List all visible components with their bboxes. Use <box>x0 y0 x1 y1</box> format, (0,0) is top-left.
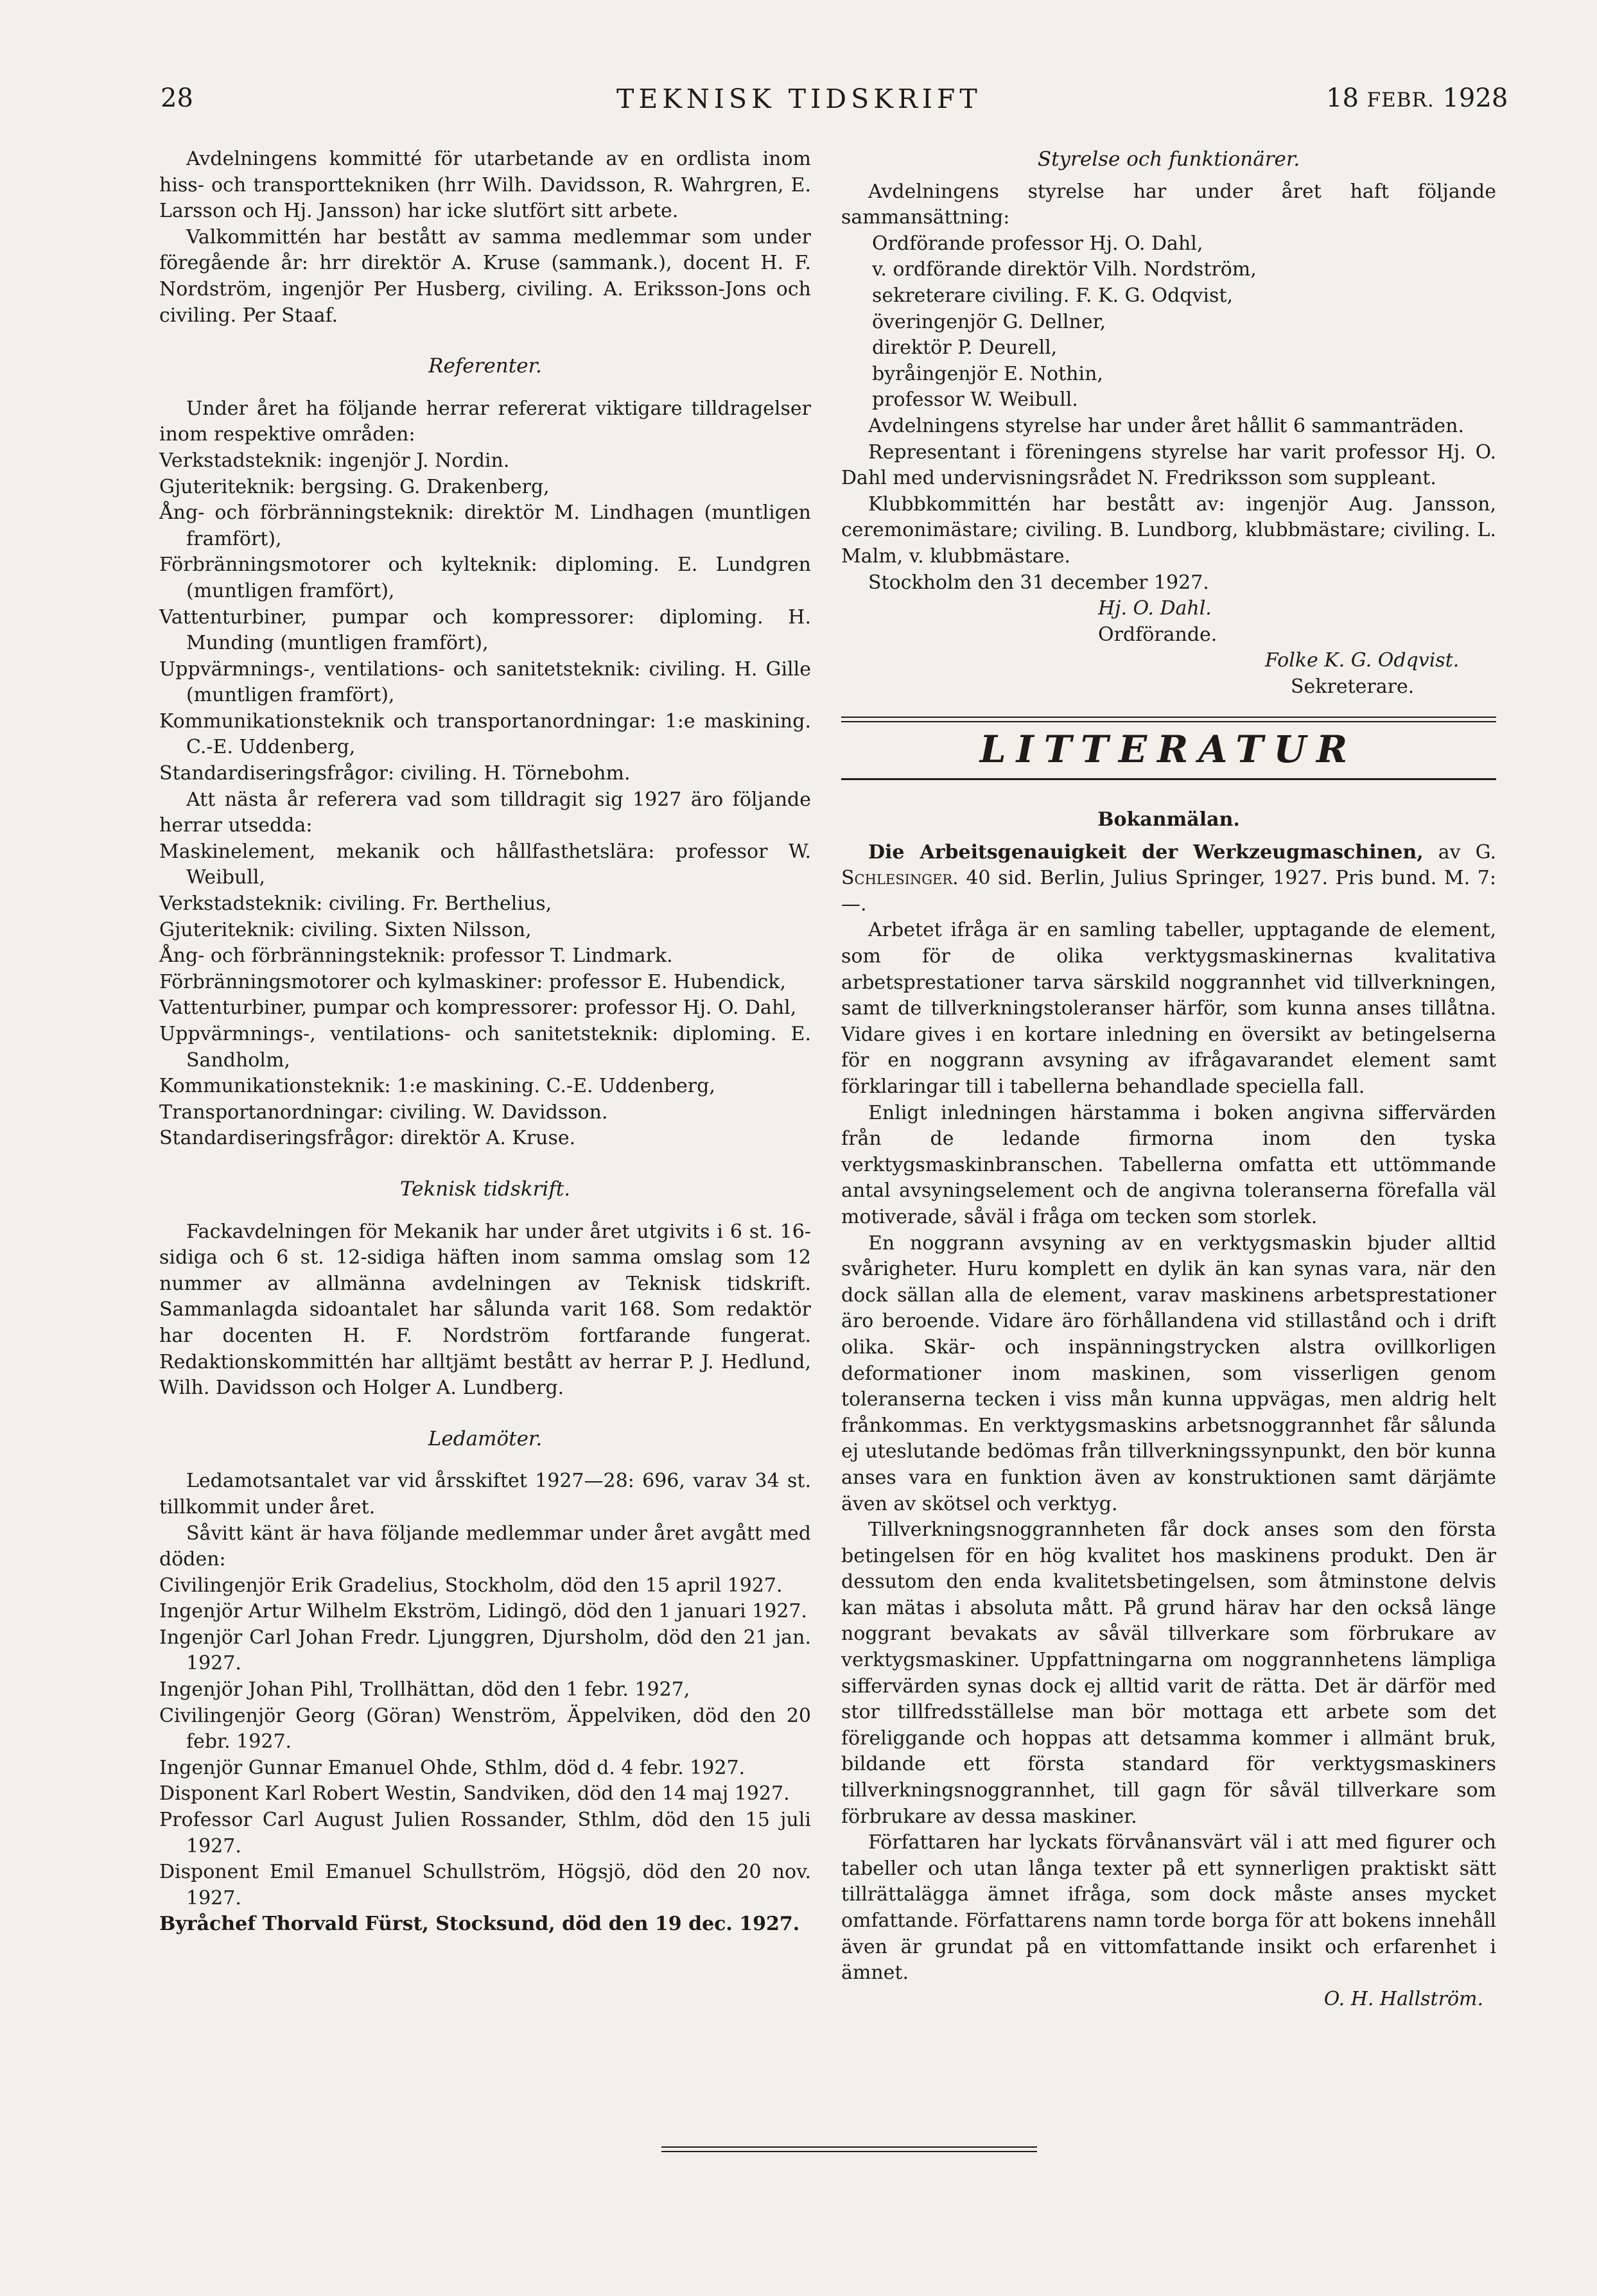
review-paragraph: Författaren har lyckats förvånansvärt väl i att med figurer och tabeller och utan långa texter på ett synnerligen praktiskt sätt tillrättalägga ämnet ifråga, som dock måste anses mycket omfattande. Författarens namn torde borga för att bokens innehåll även är grundat på en vittomfattande insikt och erfarenhet i ämnet. <box>841 1831 1496 1985</box>
signature-chairman: Hj. O. Dahl. <box>1098 597 1212 620</box>
referent-item: Gjuteriteknik: bergsing. G. Drakenberg, <box>159 475 550 498</box>
deceased-item: Ingenjör Gunnar Emanuel Ohde, Sthlm, död d. 4 febr. 1927. <box>159 1756 746 1779</box>
next-referent-item: Gjuteriteknik: civiling. Sixten Nilsson, <box>159 918 532 941</box>
review-paragraph: Enligt inledningen härstamma i boken angivna siffervärden från de ledande firmorna inom den tyska verktygsmaskinbranschen. Tabellerna omfatta ett uttömmande antal avsyningselement och de angivna toleranserna förefalla väl motiverade, såväl i fråga om tecken som storlek. <box>841 1101 1496 1228</box>
place-date: Stockholm den 31 december 1927. <box>868 571 1209 594</box>
book-citation: Die Arbeitsgenauigkeit der Werkzeugmaschinen, av G. Schlesinger. 40 sid. Berlin, Julius Springer, 1927. Pris bund. M. 7: —. <box>841 840 1497 916</box>
bokanmalan-heading: Bokanmälan. <box>1097 808 1240 831</box>
section-heading-styrelse: Styrelse och funktionärer. <box>1037 148 1300 171</box>
ledamoter-deceased-intro: Såvitt känt är hava följande medlemmar under året avgått med döden: <box>159 1522 811 1571</box>
deceased-item: Professor Carl August Julien Rossander, Sthlm, död den 15 juli 1927. <box>159 1809 811 1857</box>
next-referent-item: Kommunikationsteknik: 1:e maskining. C.-E. Uddenberg, <box>159 1075 715 1098</box>
referent-item: Förbränningsmotorer och kylteknik: diploming. E. Lundgren (muntligen framfört), <box>159 553 811 602</box>
tidskrift-paragraph: Fackavdelningen för Mekanik har under året utgivits i 6 st. 16-sidiga och 6 st. 12-sidiga häften inom samma omslag som 12 nummer av allmänna avdelningen av Teknisk tidskrift. Sammanlagda sidoantalet har sålunda varit 168. Som redaktör har docenten H. F. Nordström fortfarande fungerat. Redaktionskommittén har alltjämt bestått av herrar P. J. Hedlund, Wilh. Davidsson och Holger A. Lundberg. <box>159 1220 811 1400</box>
right-column <box>841 146 1496 2012</box>
next-referent-item: Förbränningsmotorer och kylmaskiner: professor E. Hubendick, <box>159 970 787 993</box>
deceased-item: Civilingenjör Erik Gradelius, Stockholm, död den 15 april 1927. <box>159 1574 783 1597</box>
deceased-item-last: Byråchef Thorvald Fürst, Stocksund, död den 19 dec. 1927. <box>159 1913 800 1936</box>
deceased-item: Ingenjör Artur Wilhelm Ekström, Lidingö, död den 1 januari 1927. <box>159 1600 808 1623</box>
issue-date: 18 FEBR. 1928 <box>1326 83 1508 113</box>
referent-item: Verkstadsteknik: ingenjör J. Nordin. <box>159 449 510 472</box>
board-member: överingenjör G. Dellner, <box>872 310 1106 333</box>
valkommitte-paragraph: Valkommittén har bestått av samma medlemmar som under föregående år: hrr direktör A. Kruse (sammank.), docent H. F. Nordström, ingenjör Per Husberg, civiling. A. Eriksson-Jons och civiling. Per Staaf. <box>159 225 811 327</box>
next-referent-item: Standardiseringsfrågor: direktör A. Kruse. <box>159 1127 576 1150</box>
referent-item: Ång- och förbränningsteknik: direktör M. Lindhagen (muntligen framfört), <box>159 501 811 550</box>
next-referent-item: Ång- och förbränningsteknik: professor T. Lindmark. <box>159 944 673 968</box>
section-heading-tidskrift: Teknisk tidskrift. <box>399 1177 571 1201</box>
styrelse-intro: Avdelningens styrelse har under året haft följande sammansättning: <box>841 180 1496 229</box>
board-member: byråingenjör E. Nothin, <box>872 362 1103 385</box>
referent-item: Kommunikationsteknik och transportanordningar: 1:e maskining. C.-E. Uddenberg, <box>159 709 811 759</box>
referent-item: Standardiseringsfrågor: civiling. H. Törnebohm. <box>159 762 631 785</box>
styrelse-representative: Representant i föreningens styrelse har varit professor Hj. O. Dahl med undervisningsrådet N. Fredriksson som suppleant. <box>841 440 1496 490</box>
deceased-item: Ingenjör Johan Pihl, Trollhättan, död den 1 febr. 1927, <box>159 1678 690 1701</box>
litteratur-rule-bottom <box>841 778 1496 780</box>
review-paragraph: Arbetet ifråga är en samling tabeller, upptagande de element, som för de olika verktygsmaskinernas kvalitativa arbetsprestationer tarva särskild noggrannhet vid tillverkningen, samt de tillverkningstoleranser härför, som kunna anses tillåtna. Vidare gives i en kortare inledning en översikt av betingelserna för en noggrann avsyning av ifrågavarandet element samt förklaringar till i tabellerna behandlade speciella fall. <box>841 919 1496 1098</box>
board-member: sekreterare civiling. F. K. G. Odqvist, <box>872 284 1234 307</box>
signature-secretary-role: Sekreterare. <box>1291 675 1415 698</box>
next-referent-item: Maskinelement, mekanik och hållfasthetslära: professor W. Weibull, <box>159 840 811 889</box>
deceased-item: Civilingenjör Georg (Göran) Wenström, Äppelviken, död den 20 febr. 1927. <box>159 1704 811 1753</box>
ledamoter-count: Ledamotsantalet var vid årsskiftet 1927—28: 696, varav 34 st. tillkommit under året. <box>159 1470 811 1518</box>
journal-title: TEKNISK TIDSKRIFT <box>616 83 982 114</box>
board-member: Ordförande professor Hj. O. Dahl, <box>872 232 1203 255</box>
referent-item: Uppvärmnings-, ventilations- och sanitetsteknik: civiling. H. Gille (muntligen framfört), <box>159 657 811 707</box>
deceased-item: Ingenjör Carl Johan Fredr. Ljunggren, Djursholm, död den 21 jan. 1927. <box>159 1626 811 1675</box>
deceased-item: Disponent Emil Emanuel Schullström, Högsjö, död den 20 nov. 1927. <box>159 1861 811 1909</box>
board-member: professor W. Weibull. <box>872 388 1078 412</box>
left-column <box>159 146 811 1938</box>
litteratur-title: LITTERATUR <box>979 727 1358 772</box>
litteratur-rule-top <box>841 717 1496 722</box>
referent-item: Vattenturbiner, pumpar och kompressorer: diploming. H. Munding (muntligen framfört), <box>159 605 811 655</box>
referenter-intro: Under året ha följande herrar refererat viktigare tilldragelser inom respektive områden: <box>159 397 811 446</box>
next-referent-item: Vattenturbiner, pumpar och kompressorer: professor Hj. O. Dahl, <box>159 996 797 1020</box>
signature-chairman-role: Ordförande. <box>1098 623 1217 646</box>
next-referent-item: Transportanordningar: civiling. W. Davidsson. <box>159 1100 608 1124</box>
review-paragraph: Tillverkningsnoggrannheten får dock anses som den första betingelsen för en hög kvalitet hos maskinens produkt. Den är dessutom den enda kvalitetsbetingelsen, som åtminstone delvis kan mätas i absoluta mått. På grund härav har den också länge noggrant bevakats av såväl tillverkare som förbrukare av verktygsmaskiner. Uppfattningarna om noggrannhetens lämpliga siffervärden synas dock ej alltid varit de rätta. Det är därför med stor tillfredsställelse man bör mottaga ett arbete som det föreliggande och hoppas att detsamma kommer i allmänt bruk, bildande ett första standard för verktygsmaskiners tillverkningsnoggrannhet, till gagn för såväl tillverkare som förbrukare av dessa maskiner. <box>841 1518 1496 1828</box>
deceased-item: Disponent Karl Robert Westin, Sandviken, död den 14 maj 1927. <box>159 1782 790 1805</box>
review-paragraph: En noggrann avsyning av en verktygsmaskin bjuder alltid svårigheter. Huru komplett en dylik än kan synas vara, när den dock sällan alla de element, varav maskinens arbetsprestationer äro beroende. Vidare äro förhållandena vid stillastånd och i drift olika. Skär- och inspänningstrycken alstra ovillkorligen deformationer inom maskinen, som visserligen genom toleranserna tecken i viss mån kunna uppvägas, men aldrig helt frånkommas. En verktygsmaskins arbetsnoggrannhet får sålunda ej uteslutande bedömas från tillverkningssynpunkt, den bör kunna anses vara en funktion även av konstruktionen samt därjämte även av skötsel och verktyg. <box>841 1231 1496 1515</box>
next-referent-item: Verkstadsteknik: civiling. Fr. Berthelius, <box>159 892 552 916</box>
section-heading-referenter: Referenter. <box>428 354 542 378</box>
next-referent-item: Uppvärmnings-, ventilations- och sanitetsteknik: diploming. E. Sandholm, <box>159 1023 811 1072</box>
klubbkommitte-paragraph: Klubbkommittén har bestått av: ingenjör Aug. Jansson, ceremonimästare; civiling. B. Lundborg, klubbmästare; civiling. L. Malm, v. klubbmästare. <box>841 492 1496 568</box>
reviewer-signature: O. H. Hallström. <box>1323 1987 1483 2010</box>
signature-secretary: Folke K. G. Odqvist. <box>1265 649 1460 672</box>
board-member: direktör P. Deurell, <box>872 336 1058 360</box>
styrelse-meetings: Avdelningens styrelse har under året hållit 6 sammanträden. <box>868 414 1464 437</box>
section-heading-ledamoter: Ledamöter. <box>428 1427 543 1450</box>
page-number: 28 <box>161 83 193 113</box>
next-year-intro: Att nästa år referera vad som tilldragit sig 1927 äro följande herrar utsedda: <box>159 788 811 837</box>
committee-paragraph: Avdelningens kommitté för utarbetande av en ordlista inom hiss- och transporttekniken (hrr Wilh. Davidsson, R. Wahrgren, E. Larsson och Hj. Jansson) har icke slutfört sitt arbete. <box>159 148 811 223</box>
page-end-rule <box>661 2146 1037 2152</box>
board-member: v. ordförande direktör Vilh. Nordström, <box>872 258 1257 281</box>
